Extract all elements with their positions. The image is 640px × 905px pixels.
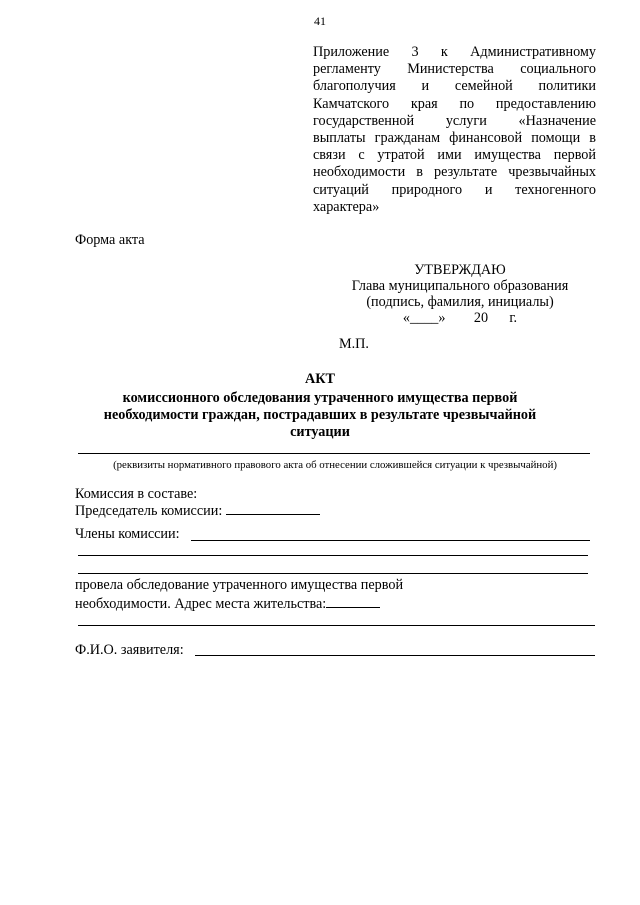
chairman-input-line[interactable]: [226, 501, 320, 515]
chairman-label: Председатель комиссии:: [75, 503, 223, 519]
commission-composition-label: Комиссия в составе:: [75, 486, 198, 502]
address-input-line[interactable]: [326, 594, 380, 608]
appendix-line: характера»: [313, 198, 380, 215]
act-title-line: ситуации: [290, 424, 350, 440]
approval-heading: УТВЕРЖДАЮ: [414, 262, 506, 278]
requisites-caption: (реквизиты нормативного правового акта об отнесении сложившейся ситуации к чрезвычайной): [113, 459, 557, 471]
chairman-row: [75, 501, 320, 520]
appendix-line: государственной услуги «Назначение: [313, 112, 596, 129]
approval-position: Глава муниципального образования: [351, 278, 569, 294]
appendix-line: Приложение 3 к Административному: [313, 44, 596, 60]
address-row: [75, 594, 380, 613]
applicant-name-label: Ф.И.О. заявителя:: [75, 642, 184, 658]
act-heading: АКТ: [305, 371, 335, 387]
appendix-line: Камчатского края по предоставлению: [313, 95, 596, 112]
page-number: 41: [314, 14, 326, 28]
members-input-line[interactable]: [191, 540, 590, 541]
appendix-line: регламенту Министерства социального: [313, 61, 596, 78]
address-input-line[interactable]: [78, 625, 595, 626]
stamp-place: М.П.: [339, 336, 369, 352]
members-label: Члены комиссии:: [75, 526, 180, 542]
appendix-line: благополучия и семейной политики: [313, 78, 596, 95]
act-title-line: комиссионного обследования утраченного имущества первой: [122, 390, 518, 406]
appendix-reference: [313, 44, 596, 216]
act-title-line: необходимости граждан, пострадавших в результате чрезвычайной: [103, 407, 537, 423]
form-label: Форма акта: [75, 232, 145, 248]
applicant-name-input-line[interactable]: [195, 655, 595, 656]
appendix-line: связи с утратой ими имущества первой: [313, 147, 596, 164]
approval-signature-hint: (подпись, фамилия, инициалы): [366, 294, 554, 310]
requisites-input-line[interactable]: [78, 453, 590, 454]
inspection-text: провела обследование утраченного имущества первой: [75, 577, 404, 593]
members-input-line[interactable]: [78, 573, 588, 574]
members-input-line[interactable]: [78, 555, 588, 556]
approval-date-line: «____» 20 г.: [402, 310, 518, 326]
appendix-line: выплаты гражданам финансовой помощи в: [313, 130, 596, 147]
address-label: необходимости. Адрес места жительства:: [75, 596, 327, 612]
appendix-line: необходимости в результате чрезвычайных: [313, 164, 596, 181]
appendix-line: ситуаций природного и техногенного: [313, 181, 596, 198]
